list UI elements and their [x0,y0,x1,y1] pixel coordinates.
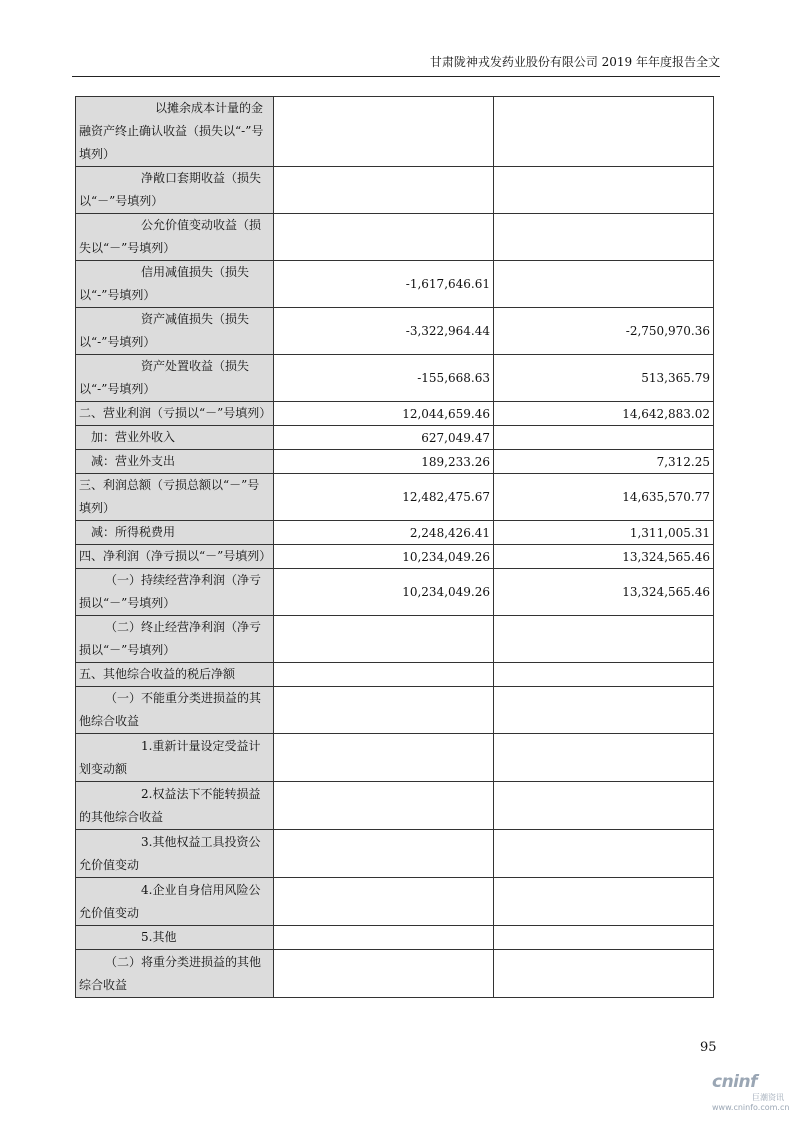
current-period-value [274,687,494,734]
current-period-value [274,167,494,214]
prior-period-value [494,950,714,998]
table-row [76,950,714,998]
table-row [76,663,714,687]
prior-period-value: 13,324,565.46 [494,569,714,616]
row-label: 减：营业外支出 [76,450,274,474]
prior-period-value [494,782,714,830]
current-period-value [274,926,494,950]
table-row [76,782,714,830]
current-period-value: 627,049.47 [274,426,494,450]
prior-period-value [494,616,714,663]
current-period-value: 189,233.26 [274,450,494,474]
table-row [76,926,714,950]
prior-period-value: 14,635,570.77 [494,474,714,521]
row-label: 资产减值损失（损失以“-”号填列） [76,308,274,355]
prior-period-value [494,426,714,450]
current-period-value [274,663,494,687]
row-label: 四、净利润（净亏损以“－”号填列） [76,545,274,569]
prior-period-value [494,663,714,687]
table-row [76,687,714,734]
current-period-value [274,214,494,261]
page-header [72,52,720,77]
current-period-value [274,878,494,926]
prior-period-value: -2,750,970.36 [494,308,714,355]
table-row [76,261,714,308]
row-label: 公允价值变动收益（损失以“－”号填列） [76,214,274,261]
table-row [76,167,714,214]
current-period-value: 12,044,659.46 [274,402,494,426]
row-label: 加：营业外收入 [76,426,274,450]
table-row [76,450,714,474]
table-row [76,521,714,545]
prior-period-value [494,687,714,734]
prior-period-value [494,926,714,950]
current-period-value [274,616,494,663]
prior-period-value [494,830,714,878]
table-row [76,402,714,426]
prior-period-value [494,878,714,926]
row-label: 信用减值损失（损失以“-”号填列） [76,261,274,308]
prior-period-value [494,214,714,261]
current-period-value [274,782,494,830]
prior-period-value: 13,324,565.46 [494,545,714,569]
table-row [76,616,714,663]
current-period-value: -3,322,964.44 [274,308,494,355]
row-label: 二、营业利润（亏损以“－”号填列） [76,402,274,426]
report-title: 甘肃陇神戎发药业股份有限公司 2019 年年度报告全文 [429,55,720,69]
table-row [76,355,714,402]
row-label: 减：所得税费用 [76,521,274,545]
row-label: （一）不能重分类进损益的其他综合收益 [76,687,274,734]
income-statement-table [75,96,714,998]
watermark-url: www.cninfo.com.cn [712,1103,790,1112]
current-period-value [274,830,494,878]
row-label: 净敞口套期收益（损失以“－”号填列） [76,167,274,214]
prior-period-value [494,734,714,782]
watermark-brand: cninf [712,1072,758,1092]
current-period-value [274,97,494,167]
table-row [76,426,714,450]
current-period-value [274,734,494,782]
prior-period-value [494,261,714,308]
row-label: 三、利润总额（亏损总额以“－”号填列） [76,474,274,521]
current-period-value: -155,668.63 [274,355,494,402]
prior-period-value [494,167,714,214]
row-label: 资产处置收益（损失以“-”号填列） [76,355,274,402]
row-label: 1.重新计量设定受益计划变动额 [76,734,274,782]
table-row [76,545,714,569]
current-period-value: 12,482,475.67 [274,474,494,521]
table-row [76,569,714,616]
row-label: 五、其他综合收益的税后净额 [76,663,274,687]
row-label: 2.权益法下不能转损益的其他综合收益 [76,782,274,830]
current-period-value: 2,248,426.41 [274,521,494,545]
current-period-value: 10,234,049.26 [274,545,494,569]
row-label: 4.企业自身信用风险公允价值变动 [76,878,274,926]
prior-period-value: 14,642,883.02 [494,402,714,426]
current-period-value [274,950,494,998]
current-period-value: -1,617,646.61 [274,261,494,308]
table-row [76,308,714,355]
row-label: 3.其他权益工具投资公允价值变动 [76,830,274,878]
prior-period-value [494,97,714,167]
table-row [76,474,714,521]
table-row [76,214,714,261]
prior-period-value: 7,312.25 [494,450,714,474]
row-label: （二）终止经营净利润（净亏损以“－”号填列） [76,616,274,663]
current-period-value: 10,234,049.26 [274,569,494,616]
table-row [76,97,714,167]
watermark-sub: 巨潮资讯 [752,1093,784,1102]
row-label: （一）持续经营净利润（净亏损以“－”号填列） [76,569,274,616]
table-row [76,830,714,878]
row-label: 以摊余成本计量的金融资产终止确认收益（损失以“-”号填列） [76,97,274,167]
table-row [76,878,714,926]
table-row [76,734,714,782]
cninfo-watermark-logo [712,1072,788,1112]
row-label: （二）将重分类进损益的其他综合收益 [76,950,274,998]
prior-period-value: 513,365.79 [494,355,714,402]
prior-period-value: 1,311,005.31 [494,521,714,545]
page-number: 95 [700,1040,717,1055]
row-label: 5.其他 [76,926,274,950]
